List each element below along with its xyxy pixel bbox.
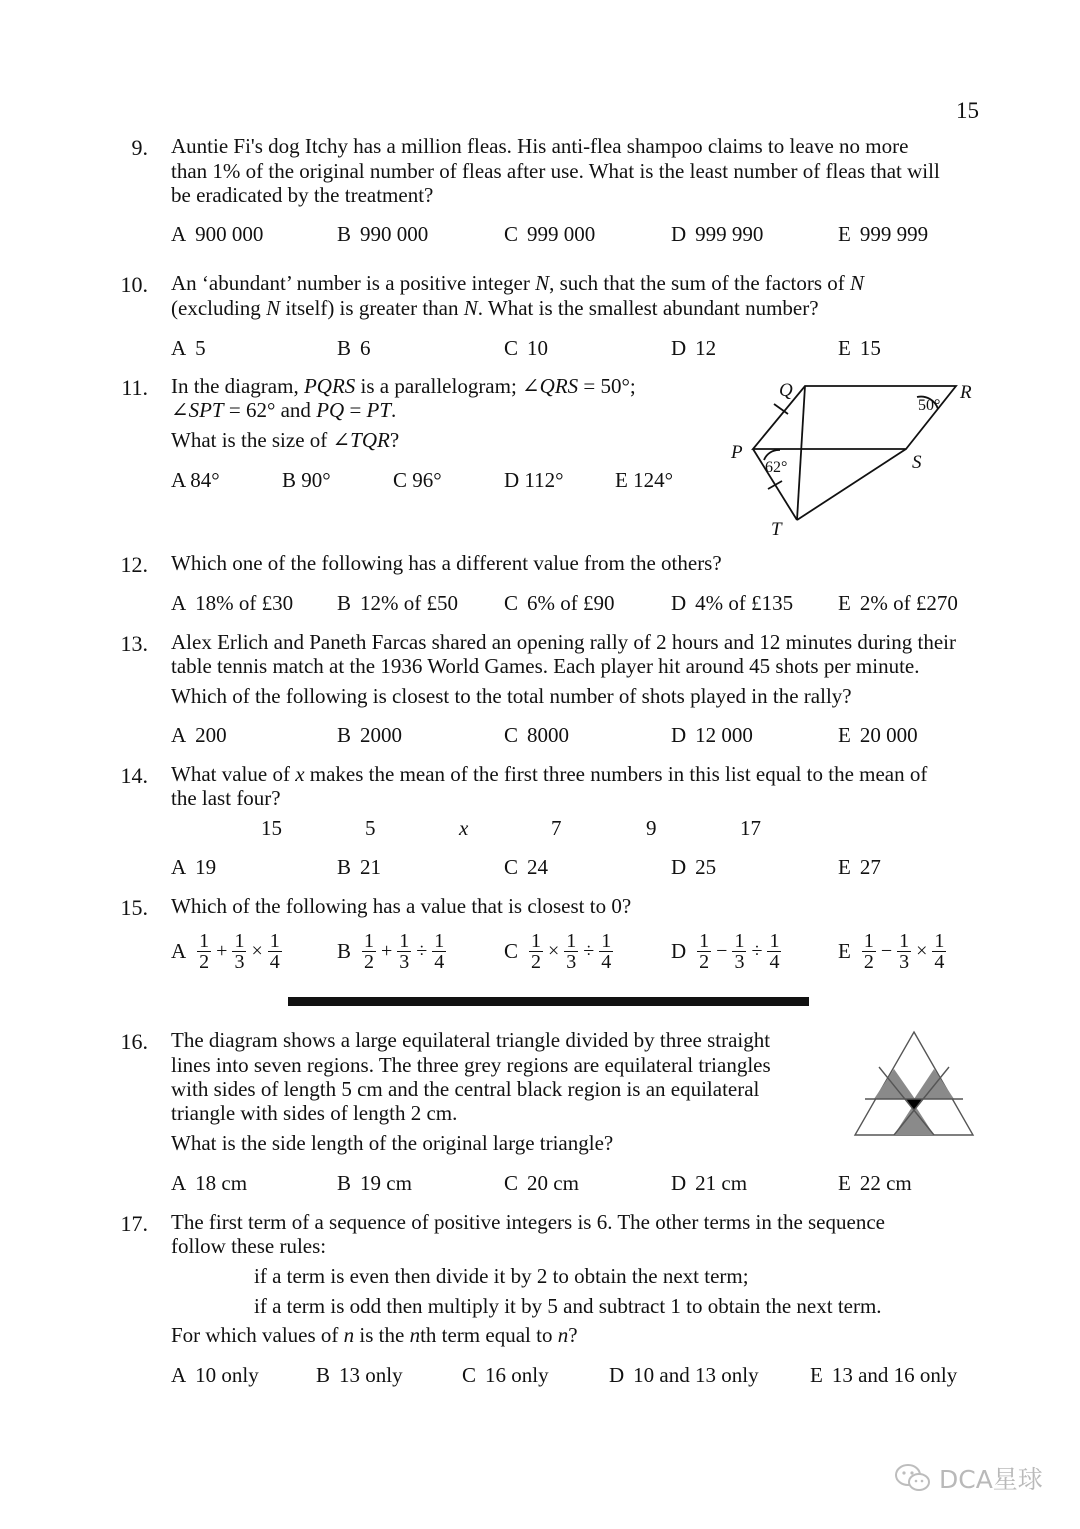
q12-option-a[interactable]: A 18% of £30: [171, 591, 294, 615]
q17-option-d[interactable]: D 10 and 13 only: [609, 1363, 759, 1387]
fraction: $\frac{1}{3}$: [734, 930, 745, 973]
list-value-2: 5: [365, 816, 376, 840]
list-value-x: x: [459, 816, 469, 840]
fraction: $\frac{1}{4}$: [769, 930, 780, 973]
q11-option-d[interactable]: D 112°: [504, 468, 564, 492]
q16-option-e[interactable]: E 22 cm: [838, 1171, 912, 1195]
question-number-17: 17.: [120, 1211, 148, 1236]
q9-option-a[interactable]: A 900 000: [171, 222, 264, 246]
q11-option-e[interactable]: E 124°: [615, 468, 673, 492]
q16-option-c[interactable]: C 20 cm: [504, 1171, 579, 1195]
q15-option-e[interactable]: E $\frac{1}{2}$ − $\frac{1}{3}$ × $\frac{1}{4}$: [838, 931, 948, 972]
segment-ts: [797, 449, 906, 520]
angle-label-p: 62°: [765, 459, 788, 476]
fraction: $\frac{1}{4}$: [601, 930, 612, 973]
q11-option-b[interactable]: B 90°: [282, 468, 331, 492]
question-16-line-1: The diagram shows a large equilateral triangle divided by three straight: [171, 1028, 771, 1052]
q15-option-c[interactable]: C $\frac{1}{2}$ × $\frac{1}{3}$ ÷ $\frac{1}{4}$: [504, 931, 615, 972]
question-17-line-5: For which values of n is the nth term equal to n?: [171, 1323, 578, 1347]
question-13-line-1: Alex Erlich and Paneth Farcas shared an opening rally of 2 hours and 12 minutes during their: [171, 630, 956, 654]
question-11-line-2: ∠SPT = 62° and PQ = PT.: [171, 398, 397, 422]
question-16-line-3: with sides of length 5 cm and the central black region is an equilateral: [171, 1077, 760, 1101]
expression-a: $\frac{1}{2}$ + $\frac{1}{3}$ × $\frac{1}{4}$: [199, 930, 280, 973]
q10-option-e[interactable]: E 15: [838, 336, 881, 360]
q14-option-e[interactable]: E 27: [838, 855, 881, 879]
label-r: R: [960, 382, 972, 403]
q14-option-a[interactable]: A 19: [171, 855, 217, 879]
fraction: $\frac{1}{2}$: [199, 930, 210, 973]
fraction: $\frac{1}{3}$: [899, 930, 910, 973]
fraction: $\frac{1}{4}$: [434, 930, 445, 973]
fraction: $\frac{1}{4}$: [269, 930, 280, 973]
q13-option-c[interactable]: C 8000: [504, 723, 570, 747]
expression-e: $\frac{1}{2}$ − $\frac{1}{3}$ × $\frac{1}{4}$: [863, 930, 945, 973]
question-number-11: 11.: [121, 375, 148, 400]
q10-option-c[interactable]: C 10: [504, 336, 549, 360]
question-9-line-1: Auntie Fi's dog Itchy has a million fleas. His anti-flea shampoo claims to leave no more: [171, 134, 909, 158]
q11-option-a[interactable]: A 84°: [171, 468, 220, 492]
list-value-5: 9: [646, 816, 657, 840]
q17-option-b[interactable]: B 13 only: [316, 1363, 403, 1387]
q15-option-d[interactable]: D $\frac{1}{2}$ − $\frac{1}{3}$ ÷ $\frac{1}{4}$: [671, 931, 783, 972]
question-17-line-1: The first term of a sequence of positive integers is 6. The other terms in the sequence: [171, 1210, 885, 1234]
q16-option-a[interactable]: A 18 cm: [171, 1171, 248, 1195]
list-value-1: 15: [261, 816, 282, 840]
question-16-line-4: triangle with sides of length 2 cm.: [171, 1101, 458, 1125]
question-13-line-2: table tennis match at the 1936 World Games. Each player hit around 45 shots per minute.: [171, 654, 920, 678]
question-14-line-1: What value of x makes the mean of the first three numbers in this list equal to the mean of: [171, 762, 928, 786]
question-9-line-3: be eradicated by the treatment?: [171, 183, 434, 207]
fraction: $\frac{1}{3}$: [566, 930, 577, 973]
question-17-rule-2: if a term is odd then multiply it by 5 and subtract 1 to obtain the next term.: [254, 1294, 882, 1318]
page-number: 15: [956, 98, 979, 123]
question-17-line-2: follow these rules:: [171, 1234, 327, 1258]
question-10-line-1: An ‘abundant’ number is a positive integer N, such that the sum of the factors of N: [171, 271, 865, 295]
q12-option-b[interactable]: B 12% of £50: [337, 591, 459, 615]
label-s: S: [912, 452, 922, 473]
list-value-4: 7: [551, 816, 562, 840]
question-16-line-5: What is the side length of the original large triangle?: [171, 1131, 614, 1155]
q12-option-e[interactable]: E 2% of £270: [838, 591, 958, 615]
triangle-diagram: [850, 1028, 978, 1140]
expression-d: $\frac{1}{2}$ − $\frac{1}{3}$ ÷ $\frac{1}{4}$: [699, 930, 780, 973]
label-q: Q: [779, 380, 793, 401]
q15-option-a[interactable]: A $\frac{1}{2}$ + $\frac{1}{3}$ × $\frac{1}{4}$: [171, 931, 284, 972]
question-number-14: 14.: [120, 763, 148, 788]
q9-option-d[interactable]: D 999 990: [671, 222, 764, 246]
question-number-10: 10.: [120, 272, 148, 297]
tick-mark-pt: [768, 481, 782, 489]
question-12-text: Which one of the following has a different value from the others?: [171, 551, 722, 575]
segment-qt: [797, 386, 805, 520]
q12-option-c[interactable]: C 6% of £90: [504, 591, 615, 615]
q16-option-b[interactable]: B 19 cm: [337, 1171, 412, 1195]
watermark: [893, 1460, 1043, 1496]
question-14-line-2: the last four?: [171, 786, 281, 810]
label-p: P: [731, 442, 743, 463]
q10-option-d[interactable]: D 12: [671, 336, 717, 360]
q15-option-b[interactable]: B $\frac{1}{2}$ + $\frac{1}{3}$ ÷ $\frac{1}{4}$: [337, 931, 448, 972]
q14-option-c[interactable]: C 24: [504, 855, 549, 879]
q13-option-d[interactable]: D 12 000: [671, 723, 753, 747]
question-9-line-2: than 1% of the original number of fleas after use. What is the least number of fleas that will: [171, 158, 940, 183]
fraction: $\frac{1}{2}$: [531, 930, 542, 973]
question-number-15: 15.: [120, 895, 148, 920]
question-10-line-2: (excluding N itself) is greater than N. What is the smallest abundant number?: [171, 296, 819, 320]
q9-option-c[interactable]: C 999 000: [504, 222, 596, 246]
q13-option-a[interactable]: A 200: [171, 723, 227, 747]
q12-option-d[interactable]: D 4% of £135: [671, 591, 794, 615]
fraction: $\frac{1}{3}$: [234, 930, 245, 973]
question-16-line-2: lines into seven regions. The three grey regions are equilateral triangles: [171, 1053, 771, 1077]
section-divider: [288, 997, 809, 1006]
label-t: T: [771, 519, 782, 540]
fraction: $\frac{1}{2}$: [863, 930, 874, 973]
q9-option-e[interactable]: E 999 999: [838, 222, 929, 246]
fraction: $\frac{1}{4}$: [934, 930, 945, 973]
q17-option-c[interactable]: C 16 only: [462, 1363, 549, 1387]
wechat-icon: [893, 1462, 933, 1494]
q14-option-d[interactable]: D 25: [671, 855, 717, 879]
question-15-text: Which of the following has a value that is closest to 0?: [171, 894, 632, 918]
q10-option-a[interactable]: A 5: [171, 336, 206, 360]
fraction: $\frac{1}{3}$: [399, 930, 410, 973]
question-number-16: 16.: [120, 1029, 148, 1054]
expression-b: $\frac{1}{2}$ + $\frac{1}{3}$ ÷ $\frac{1}{4}$: [364, 930, 445, 973]
q16-option-d[interactable]: D 21 cm: [671, 1171, 748, 1195]
q17-option-e[interactable]: E 13 and 16 only: [810, 1363, 958, 1387]
question-11-line-1: In the diagram, PQRS is a parallelogram; ∠QRS = 50°;: [171, 374, 636, 398]
q13-option-e[interactable]: E 20 000: [838, 723, 918, 747]
fraction: $\frac{1}{2}$: [699, 930, 710, 973]
question-number-12: 12.: [120, 552, 148, 577]
list-value-6: 17: [740, 816, 761, 840]
watermark-text: DCA星球: [939, 1465, 1043, 1494]
q10-option-b[interactable]: B 6: [337, 336, 371, 360]
question-17-rule-1: if a term is even then divide it by 2 to obtain the next term;: [254, 1264, 749, 1288]
angle-label-r: 50°: [918, 397, 941, 414]
fraction: $\frac{1}{2}$: [364, 930, 375, 973]
question-13-line-3: Which of the following is closest to the total number of shots played in the rally?: [171, 684, 852, 708]
q17-option-a[interactable]: A 10 only: [171, 1363, 259, 1387]
q9-option-b[interactable]: B 990 000: [337, 222, 429, 246]
q11-option-c[interactable]: C 96°: [393, 468, 442, 492]
question-11-line-3: What is the size of ∠TQR?: [171, 428, 400, 452]
expression-c: $\frac{1}{2}$ × $\frac{1}{3}$ ÷ $\frac{1}{4}$: [531, 930, 612, 973]
parallelogram-diagram: [720, 372, 990, 542]
q13-option-b[interactable]: B 2000: [337, 723, 403, 747]
question-number-13: 13.: [120, 631, 148, 656]
q14-option-b[interactable]: B 21: [337, 855, 382, 879]
question-number-9: 9.: [131, 135, 148, 160]
